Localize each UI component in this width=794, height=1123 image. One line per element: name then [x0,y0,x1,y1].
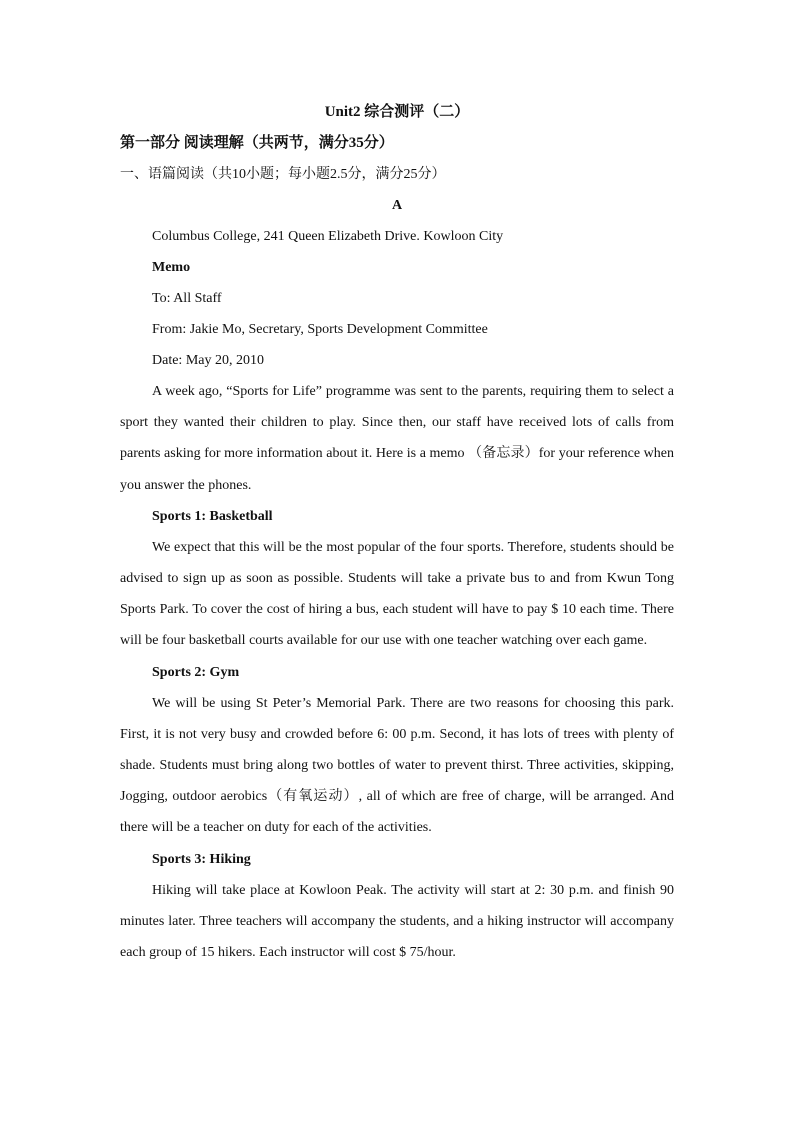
sport-paragraph-gym: We will be using St Peter’s Memorial Park. There are two reasons for choosing this park. First, it is not very busy and crowded before 6: 00 p.m. Second, it has lots of trees with plenty of shade. Students must bring along two bottles of water to prevent thirst. Three activities, skipping, Jogging, outdoor aerobics（有氧运动）, all of which are free of charge, will be arranged. And there will be a teacher on duty for each of the activities. [120,695,674,836]
sport-paragraph-basketball: We expect that this will be the most popular of the four sports. Therefore, students should be advised to sign up as soon as possible. Students will take a private bus to and from Kwun Tong Sports Park. To cover the cost of hiring a bus, each student will have to pay $ 10 each time. There will be four basketball courts available for our use with one teacher watching over each game. [120,539,674,649]
section-heading: 一、语篇阅读（共10小题；每小题2.5分，满分25分） [120,167,446,182]
sport-heading-hiking: Sports 3: Hiking [152,851,251,867]
memo-heading: Memo [152,260,191,275]
memo-date: Date: May 20, 2010 [152,353,264,368]
passage-label: A [391,198,403,213]
sport-heading-gym: Sports 2: Gym [152,664,240,680]
unit-title: Unit2 综合测评（二） [324,104,470,120]
part-one-heading: 第一部分 阅读理解（共两节，满分35分） [120,135,394,151]
sport-heading-basketball: Sports 1: Basketball [152,508,273,524]
memo-intro-paragraph: A week ago, “Sports for Life” programme was sent to the parents, requiring them to select a sport they wanted their children to play. Since then, our staff have received lots of calls from parents asking for more information about it. Here is a memo （备忘录）for your reference when you answer the phones. [120,384,674,493]
memo-to: To: All Staff [152,291,222,306]
memo-address: Columbus College, 241 Queen Elizabeth Drive. Kowloon City [152,229,504,244]
document-content [120,97,674,968]
sport-paragraph-hiking: Hiking will take place at Kowloon Peak. The activity will start at 2: 30 p.m. and finish 90 minutes later. Three teachers will accompany the students, and a hiking instructor will accompany each group of 15 hikers. Each instructor will cost $ 75/hour. [120,882,674,961]
memo-from: From: Jakie Mo, Secretary, Sports Development Committee [152,322,488,337]
